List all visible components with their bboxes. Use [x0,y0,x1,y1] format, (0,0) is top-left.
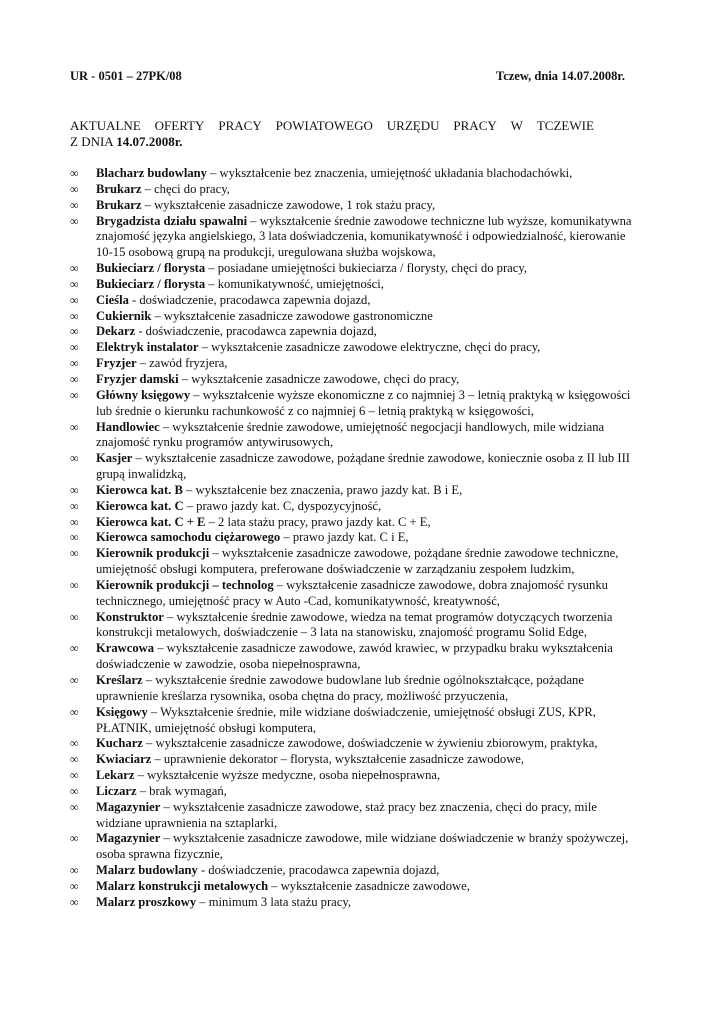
job-requirements: – wykształcenie zasadnicze zawodowe, staż pracy bez znaczenia, chęci do pracy, mile widziane uprawnienia na sztaplarki, [96,799,597,830]
job-requirements: – wykształcenie bez znaczenia, umiejętność układania blachodachówki, [206,166,573,180]
job-offer-item [70,483,640,499]
job-requirements: – wykształcenie zasadnicze zawodowe, pożądane średnie zawodowe, koniecznie osoba z II lub III grupą inwalidzką, [96,451,630,482]
infinity-bullet-icon: ∞ [70,530,79,545]
job-title: Blacharz budowlany [96,166,207,180]
job-title: Magazynier [96,831,161,846]
job-requirements: – zawód fryzjera, [136,356,228,371]
infinity-bullet-icon: ∞ [70,419,79,434]
infinity-bullet-icon: ∞ [70,276,79,291]
job-offer-item [70,372,640,388]
infinity-bullet-icon: ∞ [70,673,79,687]
job-requirements: – 2 lata stażu pracy, prawo jazdy kat. C + E, [205,514,431,529]
job-offer-item [70,546,640,578]
heading-word: URZĘDU [386,118,440,133]
job-requirements: – wykształcenie zasadnicze zawodowe, dobra znajomość rysunku technicznego, umiejętność pracy w Auto -Cad, komunikatywność, kreatywność, [96,577,608,608]
job-title: Brukarz [96,197,142,212]
infinity-bullet-icon: ∞ [70,451,79,466]
job-requirements: – wykształcenie zasadnicze zawodowe gastronomiczne [151,308,433,323]
infinity-bullet-icon: ∞ [70,577,79,592]
job-requirements: – wykształcenie średnie zawodowe techniczne lub wyższe, komunikatywna znajomość języka angielskiego, 3 lata doświadczenia, komunikatywność i odpowiedzialność, kierowanie 10-15 osobową grupą na produkcji, uregulowana służba wojskowa, [96,213,632,260]
job-requirements: – wykształcenie zasadnicze zawodowe, doświadczenie w żywieniu zbiorowym, praktyka, [142,736,598,751]
job-offer-item [70,752,640,768]
infinity-bullet-icon: ∞ [70,878,79,893]
infinity-bullet-icon: ∞ [70,641,79,656]
job-title: Bukieciarz / florysta [96,276,206,291]
job-title: Bukieciarz / florysta [96,261,206,276]
job-requirements: – wykształcenie zasadnicze zawodowe, zawód krawiec, w przypadku braku wykształcenia doświadczenie w zawodzie, osoba niepełnosprawna, [96,641,613,672]
infinity-bullet-icon: ∞ [70,704,79,719]
job-requirements: - doświadczenie, pracodawca zapewnia dojazd, [135,324,377,339]
job-offer-item [70,705,640,737]
infinity-bullet-icon: ∞ [70,863,79,878]
job-title: Cieśla [96,292,129,307]
heading-word: PRACY [453,118,497,133]
job-offers-list [70,166,640,911]
job-offer-item [70,499,640,515]
heading-line-1 [70,118,594,134]
job-offer-item [70,610,640,642]
job-offer-item [70,863,640,879]
heading-word: TCZEWIE [536,118,594,133]
infinity-bullet-icon: ∞ [70,609,79,624]
job-requirements: – Wykształcenie średnie, mile widziane doświadczenie, umiejętność obsługi ZUS, KPR, PŁATNIK, umiejętność obsługi komputera, [96,704,596,735]
job-title: Fryzjer damski [96,371,179,386]
infinity-bullet-icon: ∞ [70,894,79,909]
job-requirements: – komunikatywność, umiejętności, [205,276,384,291]
job-offer-item [70,451,640,483]
infinity-bullet-icon: ∞ [70,166,79,180]
job-requirements: – wykształcenie zasadnicze zawodowe, chęci do pracy, [178,371,460,386]
job-title: Cukiernik [96,308,152,323]
infinity-bullet-icon: ∞ [70,783,79,798]
job-requirements: – chęci do pracy, [141,181,230,196]
job-title: Malarz budowlany [96,863,198,878]
infinity-bullet-icon: ∞ [70,514,79,529]
infinity-bullet-icon: ∞ [70,213,79,228]
job-offer-item [70,261,640,277]
job-offer-item [70,736,640,752]
job-title: Fryzjer [96,356,137,371]
infinity-bullet-icon: ∞ [70,324,79,339]
job-title: Magazynier [96,799,161,814]
job-requirements: – uprawnienie dekorator – florysta, wykształcenie zasadnicze zawodowe, [151,752,525,767]
infinity-bullet-icon: ∞ [70,292,79,307]
infinity-bullet-icon: ∞ [70,356,79,371]
heading-word: W [510,118,523,133]
job-requirements: – wykształcenie średnie zawodowe budowlane lub średnie ogólnokształcące, pożądane uprawnienie kreślarza rysownika, osoba chętna do pracy, możliwość przyuczenia, [96,673,584,703]
heading-date: 14.07.2008r. [116,134,183,149]
job-requirements: – wykształcenie zasadnicze zawodowe, mile widziane doświadczenie w branży spożywczej, osoba sprawna fizycznie, [96,831,629,862]
infinity-bullet-icon: ∞ [70,799,79,814]
place-and-date: Tczew, dnia 14.07.2008r. [496,69,625,83]
job-title: Krawcowa [96,641,155,656]
job-requirements: – wykształcenie bez znaczenia, prawo jazdy kat. B i E, [182,482,463,497]
job-offer-item [70,214,640,262]
job-requirements: – posiadane umiejętności bukieciarza / florysty, chęci do pracy, [205,261,527,276]
heading-word: OFERTY [154,118,205,133]
infinity-bullet-icon: ∞ [70,197,79,212]
job-offer-item [70,530,640,546]
job-offer-item [70,768,640,784]
job-offer-item [70,293,640,309]
job-offer-item [70,420,640,452]
job-title: Kierowca kat. C + E [96,514,206,529]
job-title: Kasjer [96,451,133,466]
document-reference: UR - 0501 – 27PK/08 [70,69,182,83]
job-title: Handlowiec [96,419,160,434]
job-title: Kierowca samochodu ciężarowego [96,530,281,545]
heading-line-2 [70,134,594,150]
job-requirements: – minimum 3 lata stażu pracy, [196,894,351,909]
job-title: Dekarz [96,324,136,339]
job-requirements: - doświadczenie, pracodawca zapewnia dojazd, [128,292,371,307]
job-offer-item [70,784,640,800]
infinity-bullet-icon: ∞ [70,482,79,497]
job-title: Brukarz [96,181,142,196]
job-title: Kwiaciarz [96,752,152,767]
infinity-bullet-icon: ∞ [70,340,79,355]
job-offer-item [70,166,640,182]
job-requirements: - doświadczenie, pracodawca zapewnia dojazd, [197,863,440,878]
job-requirements: – wykształcenie zasadnicze zawodowe elektryczne, chęci do pracy, [198,340,541,355]
job-title: Lekarz [96,768,135,783]
job-offer-item [70,277,640,293]
job-title: Liczarz [96,783,137,798]
infinity-bullet-icon: ∞ [70,546,79,561]
job-offer-item [70,198,640,214]
job-offer-item [70,879,640,895]
job-requirements: – wykształcenie średnie zawodowe, wiedza na temat programów dotyczących tworzenia konstrukcji metalowych, doświadczenie – 3 lata na stanowisku, znajomość programu Solid Edge, [96,609,613,640]
job-offer-item [70,340,640,356]
infinity-bullet-icon: ∞ [70,768,79,783]
heading-word: PRACY [218,118,262,133]
job-title: Kierowca kat. C [96,498,184,513]
job-title: Księgowy [96,704,148,719]
job-offer-item [70,831,640,863]
job-offer-item [70,515,640,531]
job-title: Kierowca kat. B [96,482,183,497]
job-offer-item [70,324,640,340]
job-offer-item [70,641,640,673]
infinity-bullet-icon: ∞ [70,387,79,402]
job-offer-item [70,356,640,372]
job-title: Kucharz [96,736,143,751]
job-requirements: – wykształcenie zasadnicze zawodowe, pożądane średnie zawodowe techniczne, umiejętność obsługi komputera, preferowane doświadczenie w zarządzaniu zespołem ludzkim, [96,546,619,577]
job-offer-item [70,578,640,610]
job-requirements: – prawo jazdy kat. C i E, [280,530,409,545]
job-title: Malarz konstrukcji metalowych [96,878,269,893]
infinity-bullet-icon: ∞ [70,498,79,513]
job-requirements: – wykształcenie wyższe ekonomiczne z co najmniej 3 – letnią praktyką w księgowości lub średnie o kierunku rachunkowość z co najmniej 6 – letnią praktyką w księgowości, [96,387,631,418]
job-requirements: – prawo jazdy kat. C, dyspozycyjność, [183,498,382,513]
infinity-bullet-icon: ∞ [70,831,79,846]
job-title: Kierownik produkcji – technolog [96,577,274,592]
infinity-bullet-icon: ∞ [70,371,79,386]
job-requirements: – wykształcenie średnie zawodowe, umiejętność negocjacji handlowych, mile widziana znajomość rynku programów antywirusowych, [96,419,605,450]
job-offer-item [70,309,640,325]
job-offer-item [70,895,640,911]
job-requirements: – wykształcenie zasadnicze zawodowe, [268,878,470,893]
job-requirements: – wykształcenie wyższe medyczne, osoba niepełnosprawna, [134,768,441,783]
job-title: Malarz proszkowy [96,894,197,909]
infinity-bullet-icon: ∞ [70,181,79,196]
heading-word: AKTUALNE [70,118,141,133]
heading-word: POWIATOWEGO [275,118,373,133]
infinity-bullet-icon: ∞ [70,308,79,323]
job-title: Brygadzista działu spawalni [96,213,248,228]
job-title: Konstruktor [96,609,164,624]
job-offer-item [70,673,640,705]
heading-date-prefix: Z DNIA [70,134,117,149]
job-title: Główny księgowy [96,387,191,402]
job-title: Kreślarz [96,673,143,687]
job-title: Kierownik produkcji [96,546,210,561]
job-offer-item [70,800,640,832]
infinity-bullet-icon: ∞ [70,736,79,751]
job-title: Elektryk instalator [96,340,199,355]
document-heading [70,118,594,150]
job-requirements: – brak wymagań, [136,783,227,798]
infinity-bullet-icon: ∞ [70,261,79,276]
infinity-bullet-icon: ∞ [70,752,79,767]
job-offer-item [70,388,640,420]
job-offer-item [70,182,640,198]
job-requirements: – wykształcenie zasadnicze zawodowe, 1 rok stażu pracy, [141,197,436,212]
